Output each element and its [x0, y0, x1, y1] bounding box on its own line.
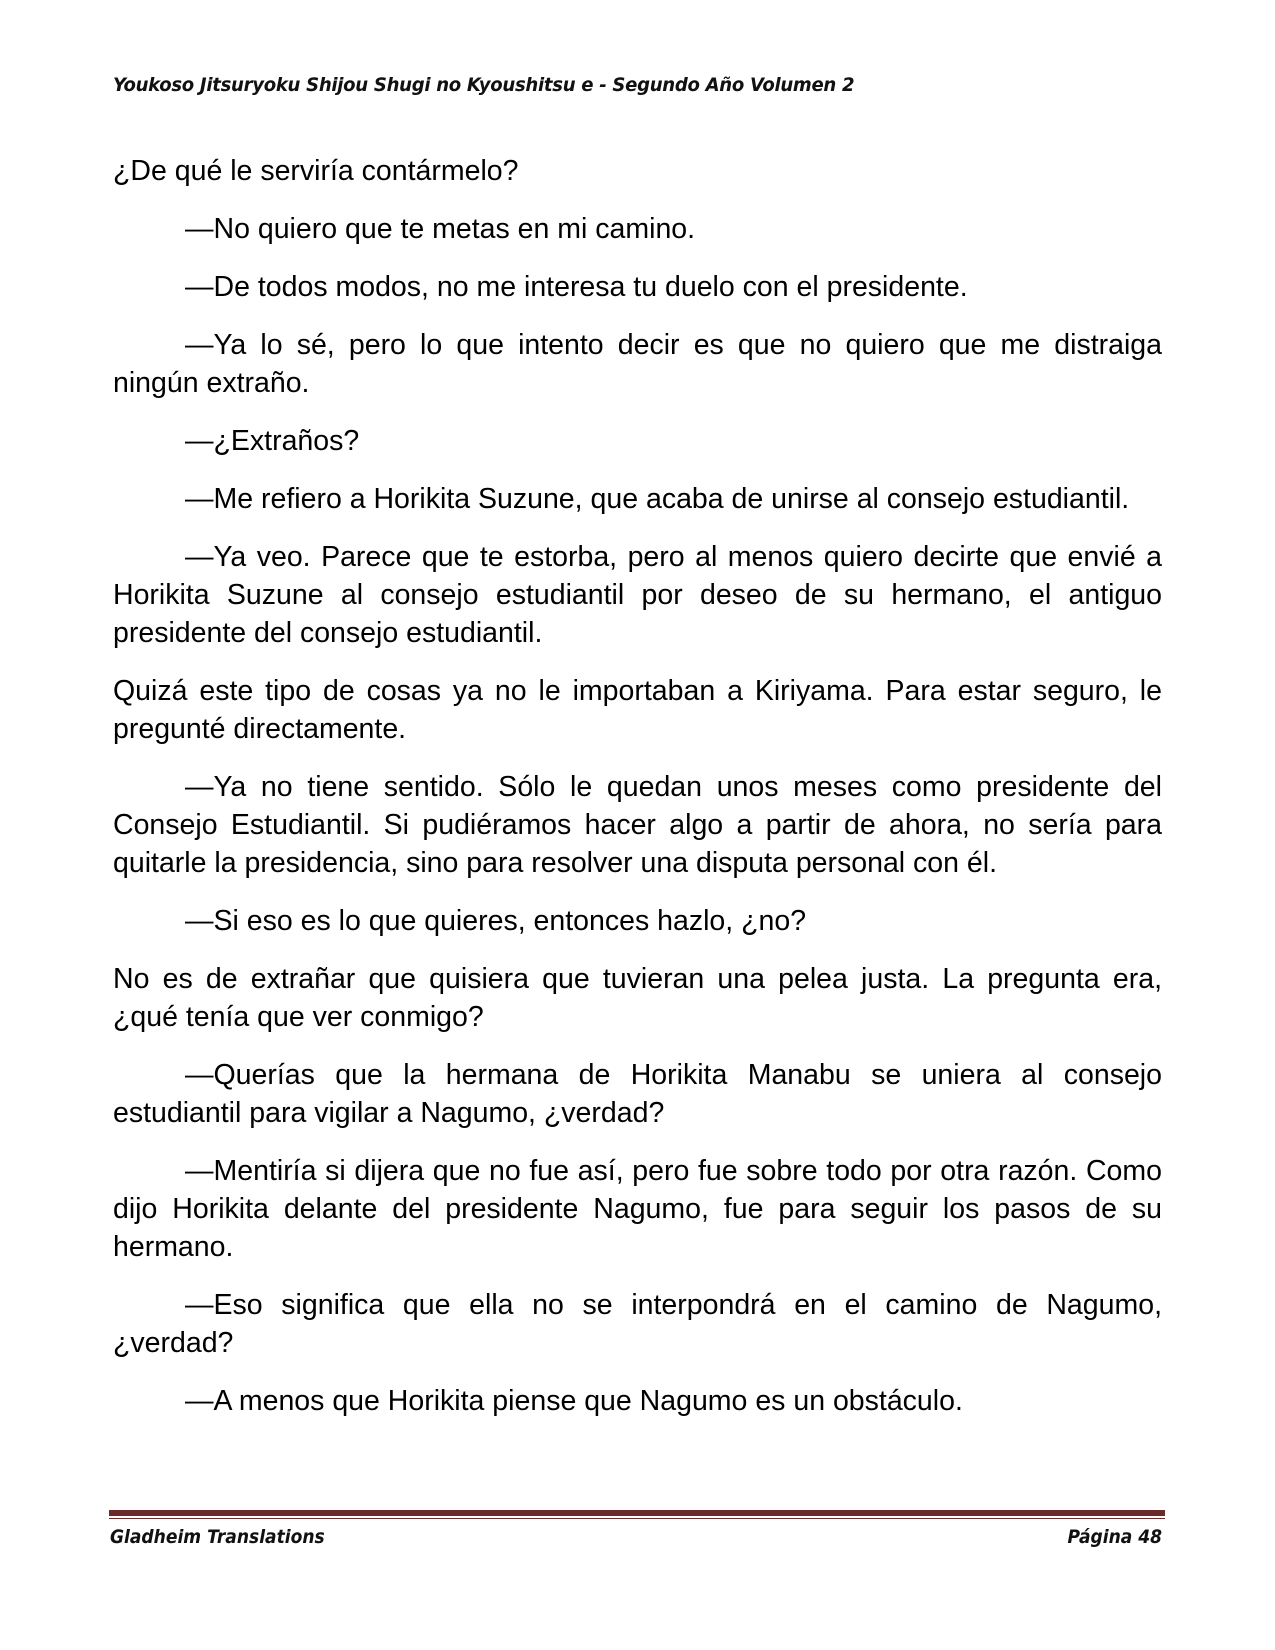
paragraph: —Ya veo. Parece que te estorba, pero al menos quiero decirte que envié a Horikita Suzune al consejo estudiantil por deseo de su hermano, el antiguo presidente del consejo estudiantil. — [113, 541, 1162, 649]
paragraph: No es de extrañar que quisiera que tuvieran una pelea justa. La pregunta era, ¿qué tenía que ver conmigo? — [113, 963, 1162, 1033]
paragraph: —Mentiría si dijera que no fue así, pero fue sobre todo por otra razón. Como dijo Horikita delante del presidente Nagumo, fue para seguir los pasos de su hermano. — [113, 1155, 1162, 1263]
paragraph: Quizá este tipo de cosas ya no le importaban a Kiriyama. Para estar seguro, le pregunté directamente. — [113, 675, 1162, 745]
paragraph: —Ya lo sé, pero lo que intento decir es que no quiero que me distraiga ningún extraño. — [113, 329, 1162, 399]
running-header: Youkoso Jitsuryoku Shijou Shugi no Kyoushitsu e - Segundo Año Volumen 2 — [113, 74, 855, 96]
footer-translator: Gladheim Translations — [110, 1526, 325, 1548]
footer-page-number: Página 48 — [1067, 1526, 1162, 1548]
footer-rule — [109, 1510, 1165, 1519]
paragraph: —Eso significa que ella no se interpondrá en el camino de Nagumo, ¿verdad? — [113, 1289, 1162, 1359]
paragraph: ¿De qué le serviría contármelo? — [113, 155, 519, 187]
paragraph: —¿Extraños? — [185, 425, 360, 457]
paragraph: —A menos que Horikita piense que Nagumo es un obstáculo. — [185, 1385, 963, 1417]
paragraph: —Ya no tiene sentido. Sólo le quedan unos meses como presidente del Consejo Estudiantil. Si pudiéramos hacer algo a partir de ahora, no sería para quitarle la presidencia, sino para resolver una disputa personal con él. — [113, 771, 1162, 879]
paragraph: —Me refiero a Horikita Suzune, que acaba de unirse al consejo estudiantil. — [185, 483, 1130, 515]
paragraph: —Querías que la hermana de Horikita Manabu se uniera al consejo estudiantil para vigilar a Nagumo, ¿verdad? — [113, 1059, 1162, 1129]
paragraph: —De todos modos, no me interesa tu duelo con el presidente. — [185, 271, 968, 303]
footer-rule-thin — [109, 1518, 1165, 1519]
paragraph: —Si eso es lo que quieres, entonces hazlo, ¿no? — [185, 905, 807, 937]
body-text — [113, 152, 1162, 1440]
paragraph: —No quiero que te metas en mi camino. — [185, 213, 696, 245]
